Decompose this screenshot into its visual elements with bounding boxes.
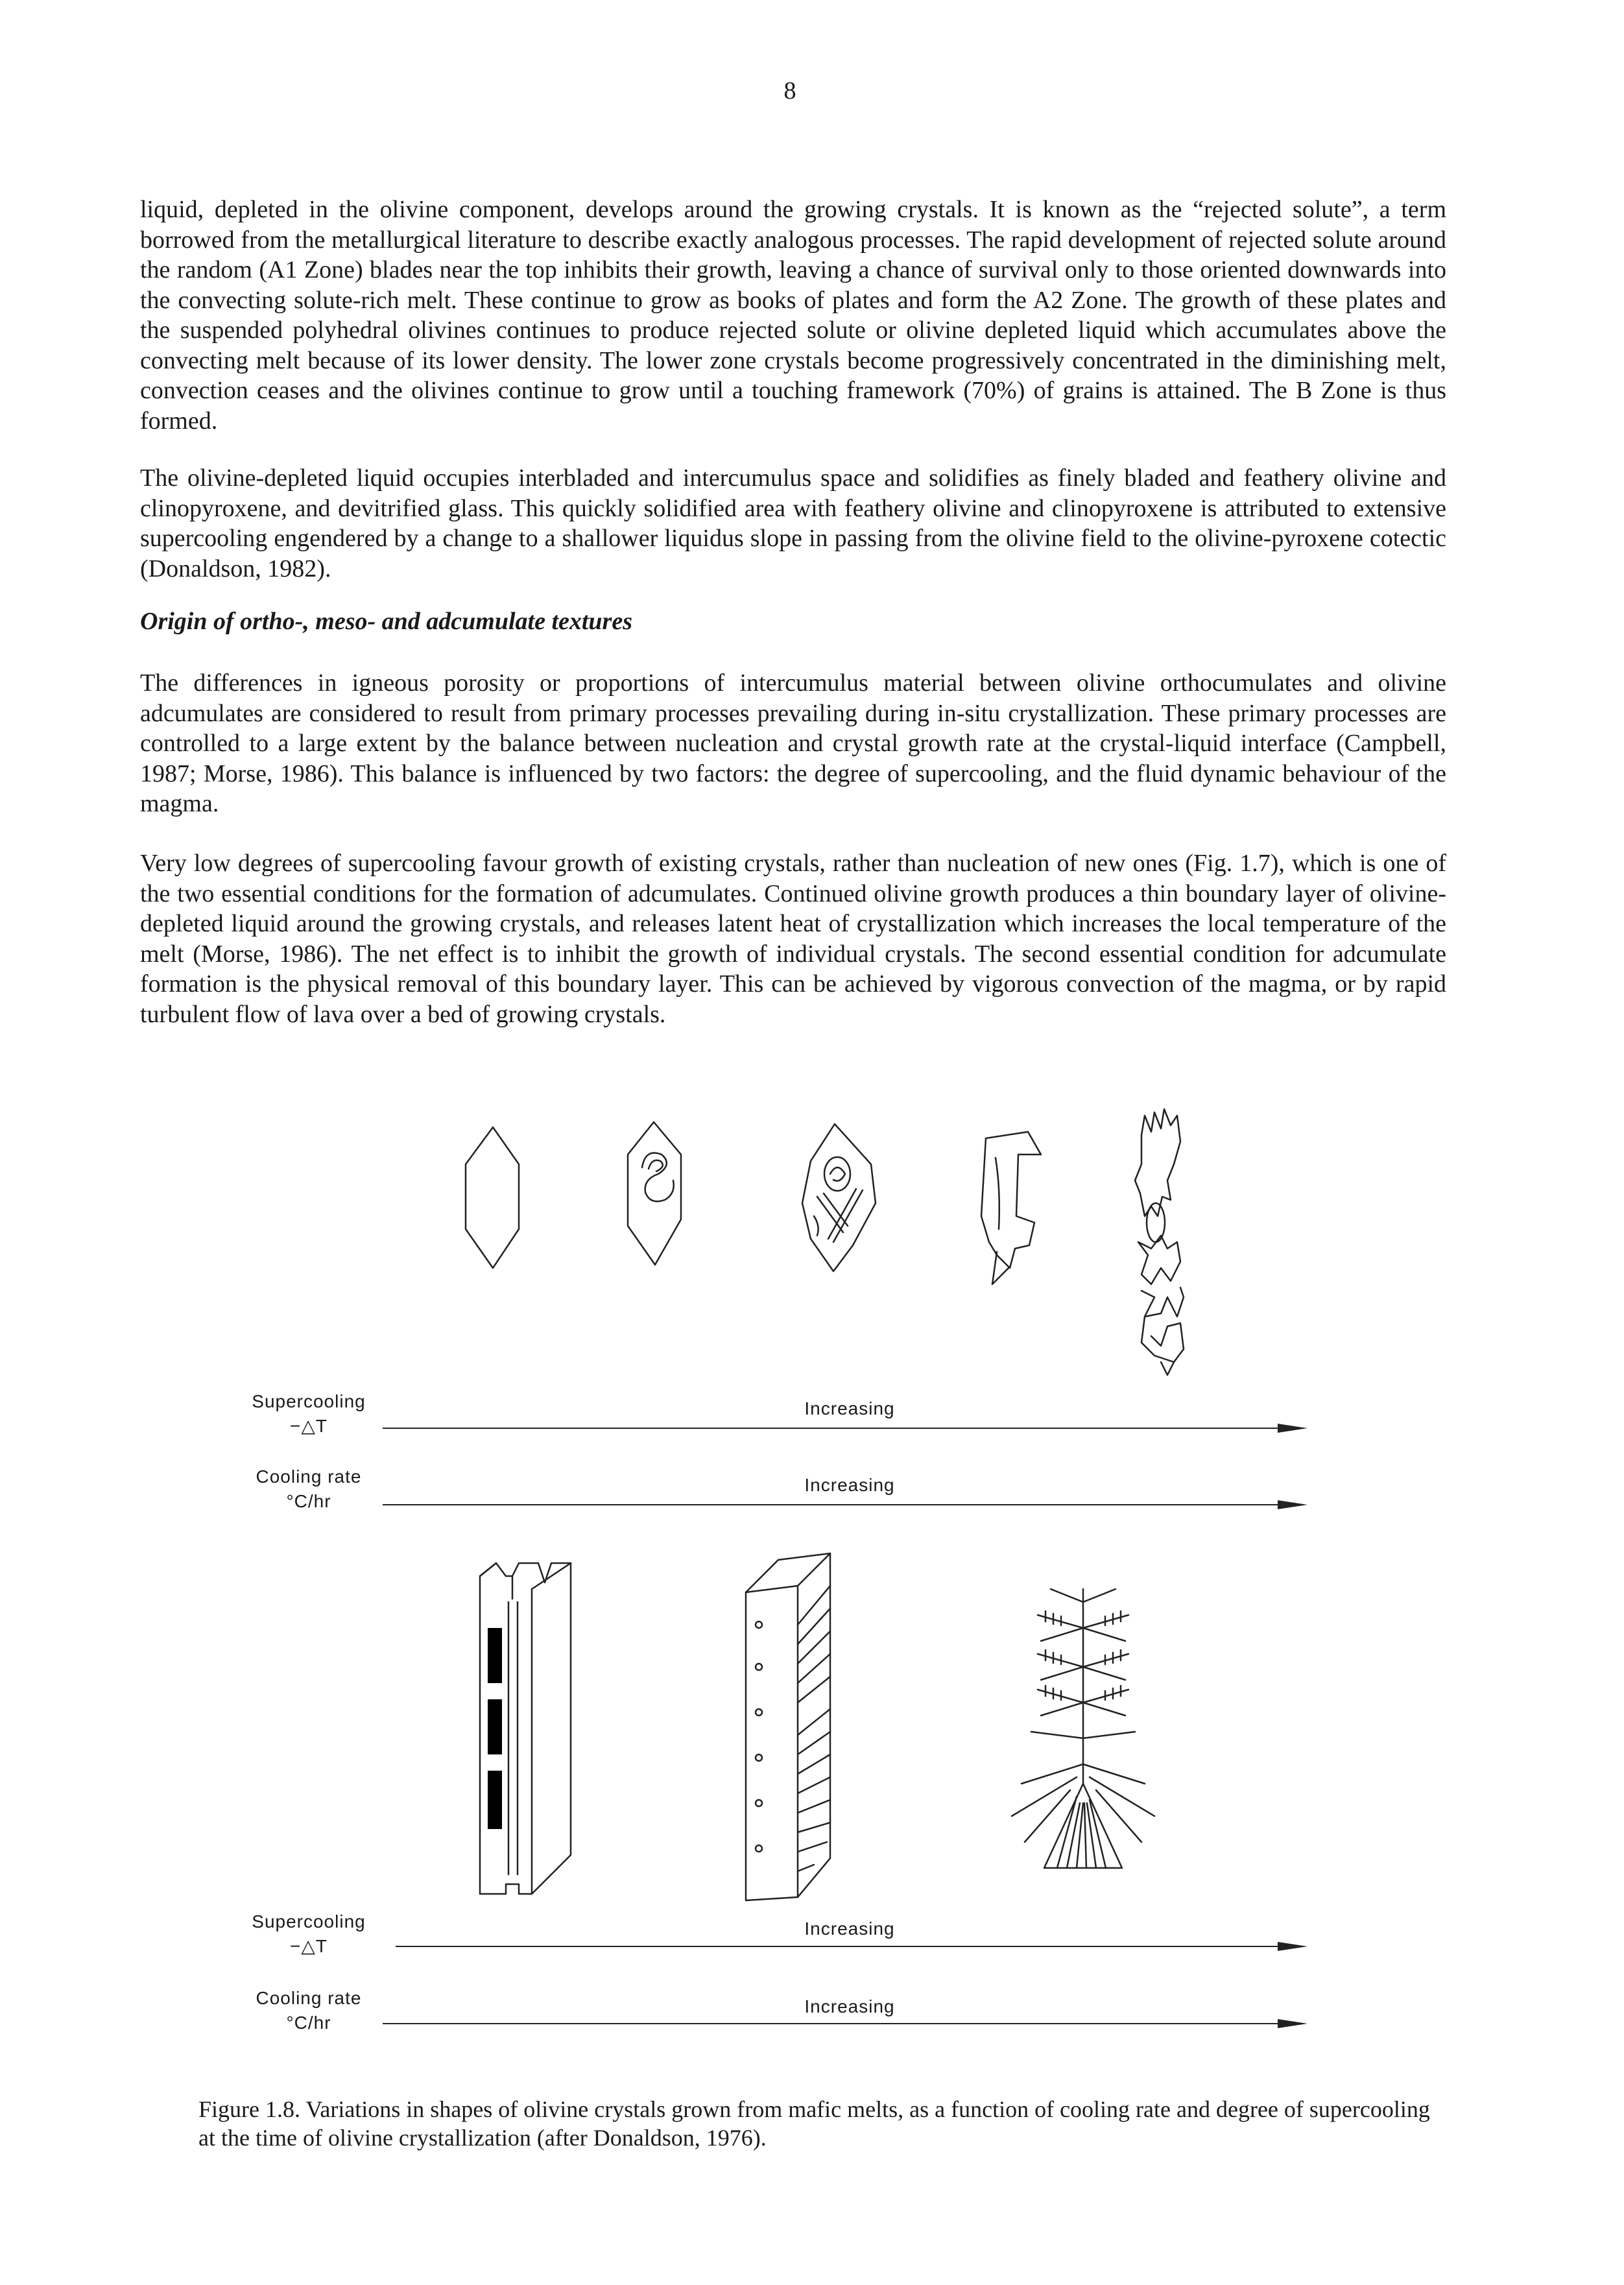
- top-cooling-rate-label: Cooling rate: [256, 1466, 362, 1487]
- bladed-crystal-drawing: [726, 1547, 856, 1910]
- page-number: 8: [783, 77, 796, 104]
- top-supercooling-increasing: Increasing: [804, 1398, 895, 1418]
- dendritic-crystal-drawing: [1116, 1103, 1213, 1401]
- section-heading: Origin of ortho-, meso- and adcumulate textures: [140, 608, 632, 635]
- bottom-cooling-rate-increasing: Increasing: [804, 1996, 895, 2016]
- arrow-right-icon: [1278, 1500, 1308, 1509]
- top-supercooling-label: Supercooling: [252, 1391, 366, 1411]
- bottom-supercooling-axis-line: [396, 1946, 1304, 1947]
- arrow-right-icon: [1278, 2019, 1308, 2028]
- top-cooling-rate-axis-line: [383, 1504, 1304, 1505]
- bottom-cooling-rate-label: Cooling rate: [256, 1988, 362, 2008]
- arrow-right-icon: [1278, 1424, 1308, 1433]
- plate-crystal-drawing: [467, 1550, 610, 1907]
- bottom-supercooling-label: Supercooling: [252, 1911, 366, 1932]
- chain-crystal-drawing: [970, 1119, 1060, 1287]
- bottom-cooling-rate-unit: °C/hr: [286, 2013, 331, 2033]
- figure-caption: Figure 1.8. Variations in shapes of olivine crystals grown from mafic melts, as a function of cooling rate and degree of supercooling at the time of olivine crystallization (after Donaldson, 1976).: [198, 2096, 1430, 2151]
- bottom-cooling-rate-axis-line: [383, 2023, 1304, 2024]
- arrow-right-icon: [1278, 1942, 1308, 1951]
- hopper-crystal-drawing: [616, 1109, 707, 1271]
- bottom-supercooling-increasing: Increasing: [804, 1919, 895, 1939]
- bottom-supercooling-symbol: −△T: [290, 1936, 328, 1956]
- paragraph-4: Very low degrees of supercooling favour growth of existing crystals, rather than nucleation of new ones (Fig. 1.7), which is one of the two essential conditions for the formation of adcumulates. Continued olivine growth produces a thin boundary layer of olivine-depleted liquid around the growing crystals, and releases latent heat of crystallization which increases the local temperature of the melt (Morse, 1986). The net effect is to inhibit the growth of individual crystals. The second essential condition for adcumulate formation is the physical removal of this boundary layer. This can be achieved by vigorous convection of the magma, or by rapid turbulent flow of lava over a bed of growing crystals.: [140, 850, 1446, 1028]
- paragraph-1: liquid, depleted in the olivine component, develops around the growing crystals. It is known as the “rejected solute”, a term borrowed from the metallurgical literature to describe exactly analogous processes. The rapid development of rejected solute around the random (A1 Zone) blades near the top inhibits their growth, leaving a chance of survival only to those oriented downwards into the convecting solute-rich melt. These continue to grow as books of plates and form the A2 Zone. The growth of these plates and the suspended polyhedral olivines continues to produce rejected solute or olivine depleted liquid which accumulates above the convecting melt because of its lower density. The lower zone crystals become progressively concentrated in the diminishing melt, convection ceases and the olivines continue to grow until a touching framework (70%) of grains is attained. The B Zone is thus formed.: [140, 196, 1446, 435]
- polyhedral-crystal-drawing: [454, 1116, 545, 1271]
- feathery-crystal-drawing: [986, 1570, 1180, 1881]
- top-supercooling-axis-line: [383, 1428, 1304, 1429]
- skeletal-hopper-crystal-drawing: [794, 1112, 892, 1274]
- paragraph-2: The olivine-depleted liquid occupies interbladed and intercumulus space and solidifies as finely bladed and feathery olivine and clinopyroxene, and devitrified glass. This quickly solidified area with feathery olivine and clinopyroxene is attributed to extensive supercooling engendered by a change to a shallower liquidus slope in passing from the olivine field to the olivine-pyroxene cotectic (Donaldson, 1982).: [140, 464, 1446, 582]
- top-supercooling-symbol: −△T: [290, 1416, 328, 1436]
- top-cooling-rate-increasing: Increasing: [804, 1475, 895, 1495]
- paragraph-3: The differences in igneous porosity or proportions of intercumulus material between olivine orthocumulates and olivine adcumulates are considered to result from primary processes prevailing during in-situ crystallization. These primary processes are controlled to a large extent by the balance between nucleation and crystal growth rate at the crystal-liquid interface (Campbell, 1987; Morse, 1986). This balance is influenced by two factors: the degree of supercooling, and the fluid dynamic behaviour of the magma.: [140, 669, 1446, 817]
- top-cooling-rate-unit: °C/hr: [286, 1491, 331, 1511]
